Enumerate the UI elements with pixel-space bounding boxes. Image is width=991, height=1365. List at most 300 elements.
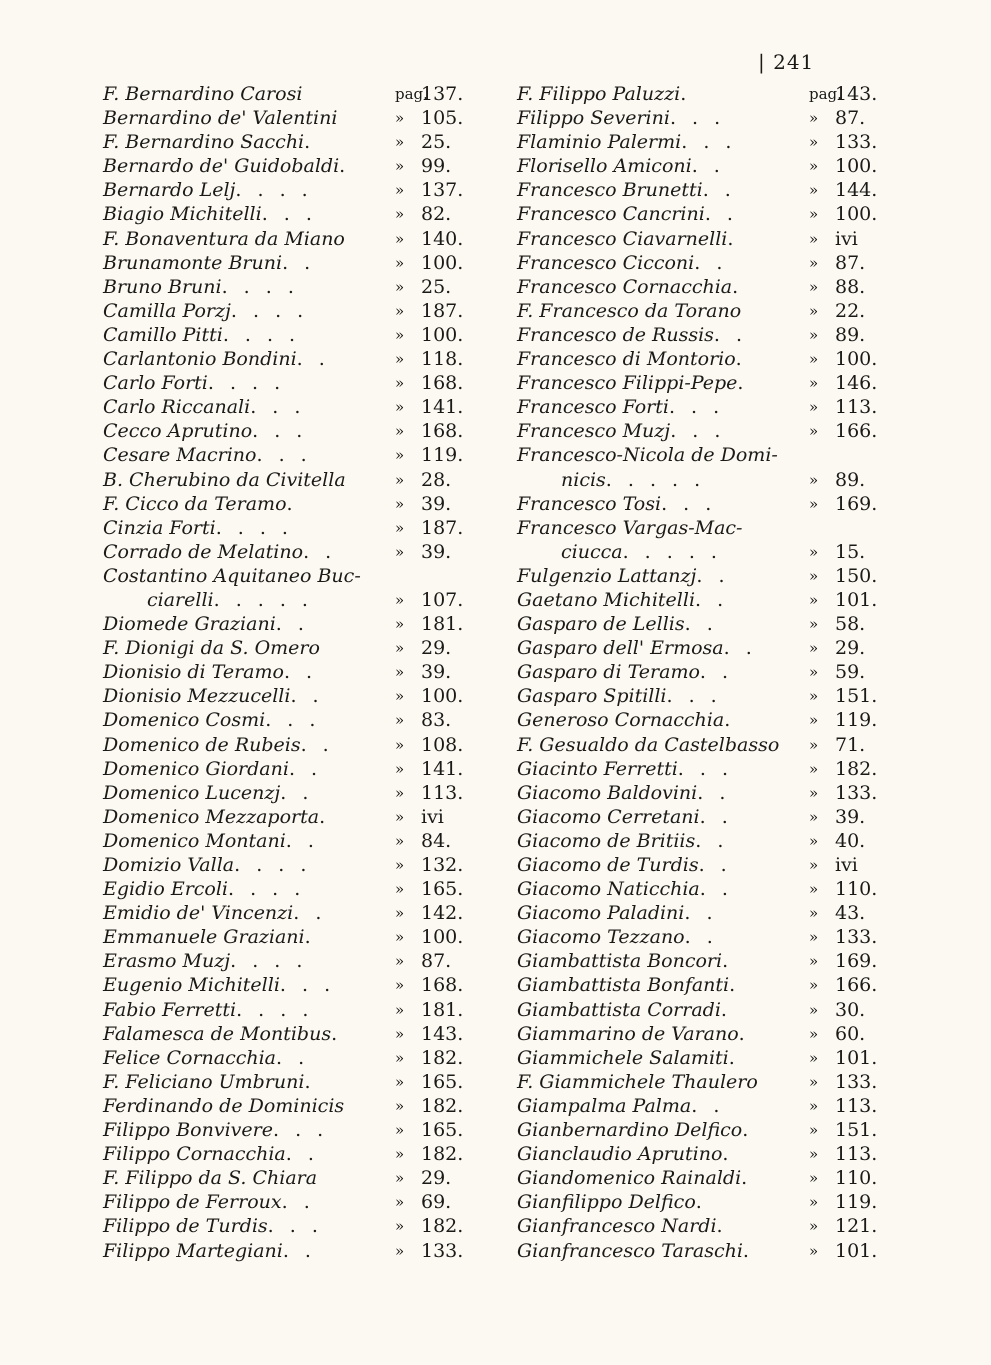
entry-leader: . (737, 372, 749, 395)
index-entry (103, 1214, 488, 1238)
index-entry (103, 684, 488, 708)
entry-page: 105. (421, 107, 464, 130)
index-entry (517, 853, 912, 877)
entry-page: 119. (421, 444, 464, 467)
entry-ditto-mark: » (809, 928, 819, 947)
entry-leader: . . . . (207, 372, 286, 395)
entry-leader: . . (280, 781, 314, 804)
entry-ditto-mark: » (395, 1217, 405, 1236)
entry-ditto-mark: » (809, 566, 819, 585)
entry-page: 151. (835, 685, 878, 708)
entry-name: Francesco Cornacchia (517, 275, 733, 298)
entry-ditto-mark: » (809, 1096, 819, 1115)
index-entry (517, 540, 912, 564)
entry-leader: . (695, 1191, 707, 1214)
entry-page: 100. (835, 155, 878, 178)
entry-page: 58. (835, 613, 866, 636)
index-entry (517, 82, 912, 106)
entry-ditto-mark: » (809, 663, 819, 682)
index-entry (517, 925, 912, 949)
index-entry (103, 1094, 488, 1118)
entry-name: Emmanuele Graziani (103, 926, 305, 949)
entry-name: Dionisio di Teramo (103, 661, 284, 684)
index-entry (517, 1094, 912, 1118)
entry-ditto-mark: » (809, 1145, 819, 1164)
entry-ditto-mark: » (809, 1000, 819, 1019)
entry-page: 100. (421, 685, 464, 708)
entry-page: 182. (421, 1046, 464, 1069)
entry-leader: . . (303, 540, 337, 563)
entry-page: 87. (835, 107, 866, 130)
entry-leader: . . . . . (605, 468, 706, 491)
entry-ditto-mark: » (809, 133, 819, 152)
entry-leader: . . . (272, 1119, 329, 1142)
entry-page: 119. (835, 1191, 878, 1214)
entry-leader: . . (285, 829, 319, 852)
entry-name: Fulgenzio Lattanzj (517, 564, 697, 587)
index-entry (517, 1118, 912, 1142)
entry-name: ciucca (561, 540, 623, 563)
entry-ditto-mark: » (809, 181, 819, 200)
index-entry (103, 998, 488, 1022)
entry-ditto-mark: » (395, 1000, 405, 1019)
index-entry (517, 516, 912, 540)
index-entry (103, 82, 488, 106)
index-entry (517, 612, 912, 636)
entry-page: 132. (421, 854, 464, 876)
entry-page: 181. (421, 998, 464, 1021)
entry-name: Francesco Muzj (517, 420, 671, 443)
index-entry (517, 901, 912, 925)
entry-name: Gasparo de Lellis (517, 613, 685, 636)
index-entry (517, 805, 912, 829)
index-entry (517, 347, 912, 371)
entry-name: F. Filippo Paluzzi (517, 83, 681, 105)
entry-ditto-mark: » (809, 639, 819, 658)
index-entry (517, 757, 912, 781)
entry-name: F. Filippo da S. Chiara (103, 1167, 318, 1190)
entry-ditto-mark: » (809, 398, 819, 417)
entry-leader: . (738, 1022, 750, 1045)
entry-leader: . (331, 1022, 343, 1045)
entry-page: 29. (835, 637, 866, 660)
index-entry (103, 877, 488, 901)
index-entry (103, 492, 488, 516)
entry-name: Emidio de' Vincenzi (103, 902, 294, 925)
entry-name: Cecco Aprutino (103, 420, 253, 443)
entry-leader: . (304, 926, 316, 949)
entry-name: Cinzia Forti (103, 516, 216, 539)
entry-leader: . . (684, 926, 718, 949)
entry-page: 150. (835, 564, 878, 587)
index-entry (517, 636, 912, 660)
entry-ditto-mark: » (395, 229, 405, 248)
entry-name: Giambattista Corradi (517, 998, 721, 1021)
index-entry (517, 1190, 912, 1214)
entry-ditto-mark: » (395, 446, 405, 465)
entry-leader: . . (723, 637, 757, 660)
entry-page: 119. (835, 709, 878, 732)
entry-name: Giandomenico Rainaldi (517, 1167, 742, 1190)
entry-name: Diomede Graziani (103, 613, 276, 636)
entry-name: F. Bernardino Sacchi (103, 131, 305, 154)
entry-leader: . (339, 155, 351, 178)
index-entry (103, 733, 488, 757)
entry-name: F. Gesualdo da Castelbasso (517, 733, 780, 756)
entry-page: 113. (835, 1143, 878, 1166)
entry-name: Giammichele Salamiti (517, 1046, 729, 1069)
index-entry (103, 516, 488, 540)
entry-ditto-mark: » (395, 109, 405, 128)
entry-name: Gasparo di Teramo (517, 661, 700, 684)
entry-page: 110. (835, 1167, 878, 1190)
entry-page: 165. (421, 878, 464, 901)
entry-leader: . . . (666, 685, 722, 708)
entry-ditto-mark: » (809, 542, 819, 561)
entry-leader: . (732, 275, 744, 298)
entry-name: Cesare Macrino (103, 444, 257, 467)
index-entry (103, 227, 488, 251)
entry-leader: . (680, 83, 692, 105)
entry-ditto-mark: » (809, 470, 819, 489)
entry-name: Gianfrancesco Taraschi (517, 1239, 743, 1262)
index-column-right (517, 82, 912, 1263)
entry-page: 87. (835, 251, 866, 274)
entry-ditto-mark: » (809, 615, 819, 634)
entry-page: 137. (421, 83, 464, 105)
entry-name: Gianclaudio Aprutino (517, 1143, 723, 1166)
index-entry (103, 949, 488, 973)
entry-page: 29. (421, 1167, 452, 1190)
entry-name: Egidio Ercoli (103, 878, 229, 901)
entry-name: Francesco Tosi (517, 492, 662, 515)
entry-name: Dionisio Mezzucelli (103, 685, 291, 708)
entry-leader: . . (713, 323, 748, 346)
entry-leader: . . (704, 203, 738, 226)
entry-leader: . (724, 709, 736, 732)
entry-leader: . . . . (235, 179, 313, 202)
entry-name: Biagio Michitelli (103, 203, 262, 226)
entry-ditto-mark: » (809, 109, 819, 128)
entry-ditto-mark: pag. (809, 85, 842, 103)
entry-page: ivi (835, 227, 858, 250)
entry-page: 113. (835, 1094, 878, 1117)
index-entry (103, 130, 488, 154)
entry-name: Giambattista Bonfanti (517, 974, 730, 997)
entry-leader: . (742, 1239, 754, 1262)
entry-name: Gaetano Michitelli (517, 588, 696, 611)
entry-leader: . . . (256, 444, 312, 467)
entry-ditto-mark: » (809, 301, 819, 320)
entry-leader: . . . (668, 396, 725, 419)
index-entry (517, 130, 912, 154)
index-entry (103, 347, 488, 371)
entry-page: 88. (835, 275, 866, 298)
entry-ditto-mark: » (809, 1121, 819, 1140)
index-entry (103, 1142, 488, 1166)
entry-ditto-mark: » (395, 205, 405, 224)
entry-leader: . . . (250, 396, 306, 419)
entry-page: 137. (421, 179, 464, 202)
entry-page: 43. (835, 902, 866, 925)
entry-leader: . (716, 1215, 728, 1238)
index-entry (517, 154, 912, 178)
entry-leader: . . . . (215, 516, 293, 539)
entry-ditto-mark: » (809, 1072, 819, 1091)
index-entry (103, 636, 488, 660)
entry-leader: . . (694, 251, 728, 274)
index-entry (517, 998, 912, 1022)
index-entry (103, 1070, 488, 1094)
index-entry (517, 419, 912, 443)
entry-page: 22. (835, 299, 866, 322)
entry-leader: . . (699, 805, 733, 828)
entry-leader: . . . (267, 1215, 323, 1238)
entry-leader: . . . . (234, 854, 312, 876)
entry-ditto-mark: » (395, 1241, 405, 1260)
entry-name: Francesco-Nicola de Domi- (517, 444, 778, 467)
entry-name: Carlo Riccanali (103, 396, 251, 419)
entry-name: Filippo de Turdis (103, 1215, 268, 1238)
entry-ditto-mark: » (809, 735, 819, 754)
entry-name: Francesco Brunetti (517, 179, 703, 202)
entry-name: Domenico de Rubeis (103, 733, 301, 756)
entry-ditto-mark: » (809, 952, 819, 971)
entry-leader: . . (282, 251, 316, 274)
entry-ditto-mark: » (809, 687, 819, 706)
entry-name: Giacomo Cerretani (517, 805, 700, 828)
entry-leader: . . . . (228, 878, 306, 901)
entry-ditto-mark: » (395, 615, 405, 634)
index-entry (517, 443, 912, 467)
entry-page: 168. (421, 420, 464, 443)
entry-page: 143. (421, 1022, 464, 1045)
entry-ditto-mark: » (809, 904, 819, 923)
entry-name: Costantino Aquitaneo Buc- (103, 564, 361, 587)
entry-leader: . . . (279, 974, 336, 997)
entry-name: Giacomo de Britiis (517, 829, 696, 852)
index-entry (103, 757, 488, 781)
entry-page: 83. (421, 709, 452, 732)
index-entry (517, 733, 912, 757)
entry-page: 100. (421, 251, 464, 274)
entry-ditto-mark: » (395, 157, 405, 176)
entry-ditto-mark: » (809, 711, 819, 730)
index-entry (517, 1214, 912, 1238)
entry-ditto-mark: » (395, 1096, 405, 1115)
index-entry (517, 829, 912, 853)
entry-leader: . . (684, 613, 718, 636)
entry-leader: . . (300, 733, 334, 756)
entry-name: Ferdinando de Dominicis (103, 1094, 345, 1117)
entry-leader: . . (283, 661, 318, 684)
entry-name: Domenico Cosmi (103, 709, 266, 732)
entry-leader: . (720, 998, 732, 1021)
entry-page: 100. (421, 323, 464, 346)
entry-ditto-mark: » (395, 639, 405, 658)
entry-name: ciarelli (147, 588, 214, 611)
entry-name: nicis (561, 468, 606, 491)
entry-page: 168. (421, 974, 464, 997)
entry-page: 166. (835, 420, 878, 443)
entry-ditto-mark: » (395, 904, 405, 923)
entry-ditto-mark: » (395, 735, 405, 754)
entry-name: Corrado de Melatino (103, 540, 304, 563)
entry-page: 133. (835, 926, 878, 949)
entry-leader: . . (698, 854, 732, 876)
entry-ditto-mark: » (809, 1048, 819, 1067)
index-entry (517, 1070, 912, 1094)
entry-ditto-mark: » (395, 1121, 405, 1140)
entry-ditto-mark: » (395, 783, 405, 802)
entry-page: 28. (421, 468, 452, 491)
entry-ditto-mark: » (395, 663, 405, 682)
entry-ditto-mark: » (809, 205, 819, 224)
entry-ditto-mark: » (395, 181, 405, 200)
entry-ditto-mark: » (395, 1145, 405, 1164)
entry-ditto-mark: » (395, 880, 405, 899)
entry-leader: . . . (677, 757, 733, 780)
entry-ditto-mark: » (395, 277, 405, 296)
entry-page: 100. (421, 926, 464, 949)
entry-name: Bernardo Lelj (103, 179, 236, 202)
entry-name: Filippo Severini (517, 107, 670, 130)
index-entry (517, 1239, 912, 1263)
entry-ditto-mark: » (809, 422, 819, 441)
index-entry (517, 251, 912, 275)
entry-name: Francesco Ciavarnelli (517, 227, 728, 250)
entry-name: F. Bonaventura da Miano (103, 227, 345, 250)
entry-ditto-mark: » (395, 374, 405, 393)
entry-leader: . (722, 1143, 734, 1166)
entry-leader: . . (699, 661, 734, 684)
entry-page: 165. (421, 1119, 464, 1142)
page-number: | 241 (758, 50, 815, 74)
entry-page: 39. (835, 805, 866, 828)
entry-ditto-mark: » (809, 157, 819, 176)
index-entry (103, 251, 488, 275)
entry-leader: . (741, 1167, 753, 1190)
entry-name: Domenico Montani (103, 829, 286, 852)
entry-ditto-mark: » (395, 470, 405, 489)
entry-leader: . . (290, 685, 324, 708)
index-entry (103, 299, 488, 323)
entry-page: 182. (835, 757, 878, 780)
entry-leader: . . . . (230, 299, 309, 322)
index-entry (517, 588, 912, 612)
index-entry (103, 1239, 488, 1263)
entry-leader: . (735, 348, 747, 371)
entry-name: Giambattista Boncori (517, 950, 723, 973)
entry-page: 107. (421, 588, 464, 611)
entry-page: 140. (421, 227, 464, 250)
entry-name: Gianfilippo Delfico (517, 1191, 696, 1214)
entry-page: 89. (835, 323, 866, 346)
entry-leader: . . (697, 781, 731, 804)
index-entry (517, 708, 912, 732)
entry-name: Francesco Filippi-Pepe (517, 372, 738, 395)
entry-page: 182. (421, 1094, 464, 1117)
index-entry (517, 202, 912, 226)
entry-name: Bernardino de' Valentini (103, 107, 338, 130)
entry-name: F. Bernardino Carosi (103, 83, 303, 105)
entry-ditto-mark: » (395, 253, 405, 272)
entry-ditto-mark: » (395, 976, 405, 995)
entry-ditto-mark: » (809, 1241, 819, 1260)
entry-page: 25. (421, 275, 452, 298)
entry-leader: . . . . (222, 323, 301, 346)
entry-page: 142. (421, 902, 464, 925)
entry-name: Francesco Forti (517, 396, 669, 419)
entry-page: 82. (421, 203, 452, 226)
entry-page: 133. (835, 781, 878, 804)
index-entry (103, 154, 488, 178)
entry-name: Giampalma Palma (517, 1094, 692, 1117)
entry-leader: . . (695, 588, 729, 611)
index-entry (103, 1166, 488, 1190)
index-entry (517, 275, 912, 299)
entry-name: Felice Cornacchia (103, 1046, 277, 1069)
entry-leader: . . . . (230, 950, 308, 973)
entry-leader: . . . (661, 492, 717, 515)
entry-leader: . . (296, 348, 330, 371)
entry-page: 182. (421, 1215, 464, 1238)
entry-page: 25. (421, 131, 452, 154)
entry-name: Erasmo Muzj (103, 950, 231, 973)
entry-ditto-mark: » (809, 590, 819, 609)
entry-name: Domizio Valla (103, 854, 235, 876)
entry-leader: . . . . . (213, 588, 313, 611)
entry-page: 181. (421, 613, 464, 636)
entry-leader: . . (684, 902, 718, 925)
entry-ditto-mark: » (395, 1072, 405, 1091)
entry-ditto-mark: » (395, 590, 405, 609)
entry-page: 165. (421, 1070, 464, 1093)
entry-ditto-mark: » (395, 856, 405, 874)
index-entry (517, 660, 912, 684)
index-entry (103, 925, 488, 949)
index-column-left (103, 82, 488, 1263)
entry-page: 100. (835, 203, 878, 226)
entry-page: 101. (835, 1046, 878, 1069)
entry-name: Giacomo Tezzano (517, 926, 685, 949)
index-entry (103, 468, 488, 492)
entry-leader: . . . (669, 107, 726, 130)
entry-name: Filippo Cornacchia (103, 1143, 286, 1166)
entry-name: F. Cicco da Teramo (103, 492, 287, 515)
entry-name: Camilla Porzj (103, 299, 231, 322)
entry-page: 40. (835, 829, 866, 852)
entry-leader: . . . . . (622, 540, 722, 563)
entry-ditto-mark: » (395, 807, 405, 826)
entry-leader: . . (699, 878, 733, 901)
entry-page: 168. (421, 372, 464, 395)
entry-leader: . (286, 492, 298, 515)
entry-page: 30. (835, 998, 866, 1021)
entry-ditto-mark: » (395, 1193, 405, 1212)
entry-leader: . (727, 227, 739, 250)
entry-name: F. Francesco da Torano (517, 299, 742, 322)
entry-page: 141. (421, 396, 464, 419)
entry-ditto-mark: » (809, 759, 819, 778)
entry-page: 39. (421, 661, 452, 684)
entry-name: F. Dionigi da S. Omero (103, 637, 320, 660)
entry-ditto-mark: » (809, 1193, 819, 1212)
entry-page: 39. (421, 540, 452, 563)
entry-ditto-mark: » (809, 976, 819, 995)
entry-ditto-mark: » (809, 831, 819, 850)
entry-page: ivi (421, 805, 444, 828)
